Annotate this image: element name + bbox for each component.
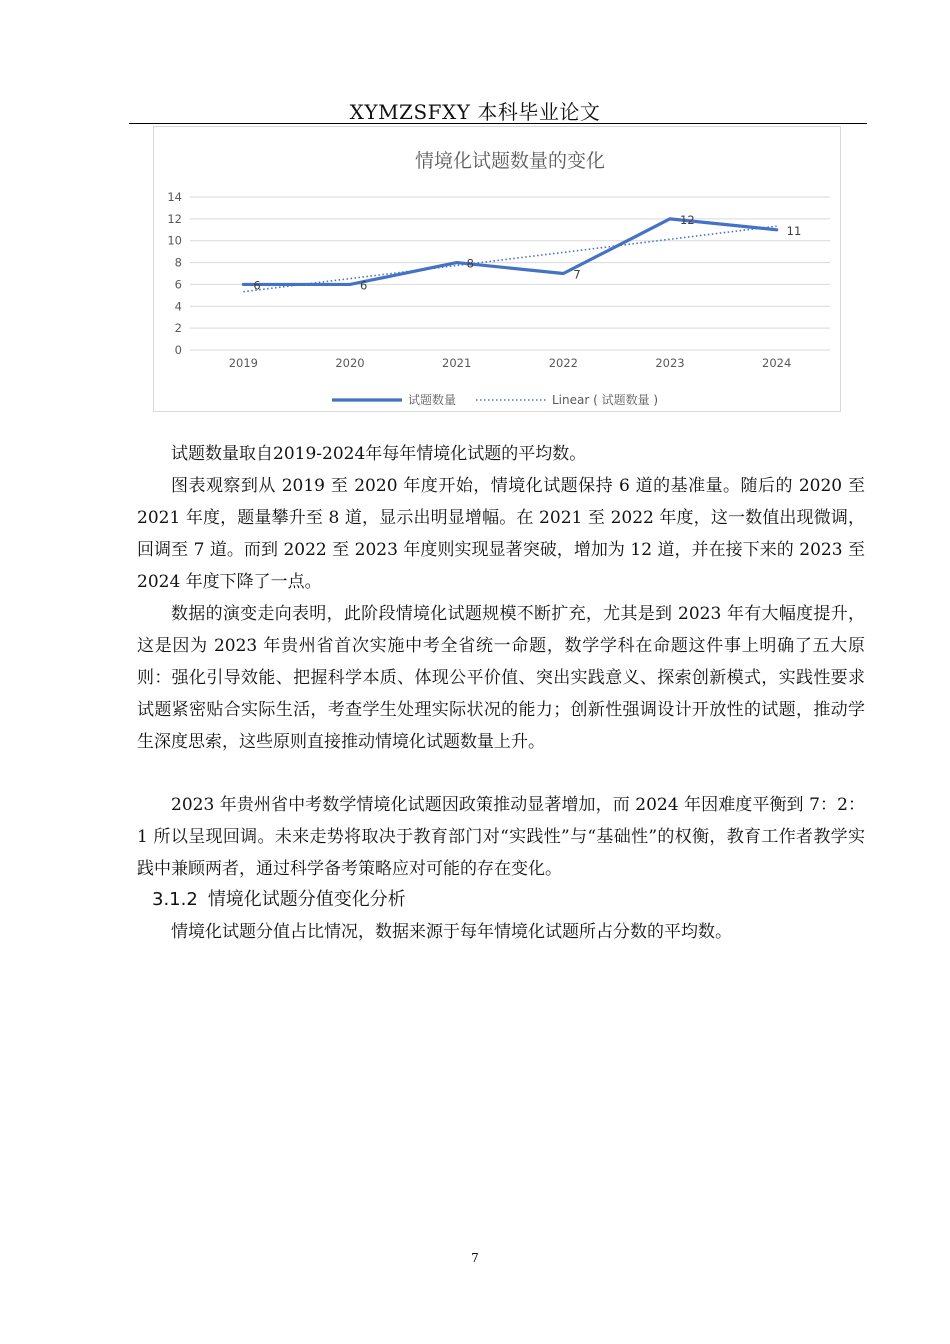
y-tick-label: 6 — [174, 277, 182, 292]
chart-title: 情境化试题数量的变化 — [414, 150, 606, 172]
data-label: 11 — [786, 223, 802, 238]
trendline — [243, 226, 776, 292]
data-point — [455, 261, 457, 263]
paragraph-source-text: 试题数量取自2019-2024年每年情境化试题的平均数。 — [171, 444, 587, 464]
paragraph-observation-text: 图表观察到从 2019 至 2020 年度开始，情境化试题保持 6 道的基准量。随后的 2020 至 2021 年度，题量攀升至 8 道，显示出明显增幅。在 2021 至 2022 年度，这一数值出现微调，回调至 7 道。而到 2022 至 2023 年度则实现显著突破，增加为 12 道，并在接下来的 2023 至 2024 年度下降了一点。 — [137, 476, 865, 592]
y-tick-label: 0 — [174, 343, 182, 357]
y-tick-label: 2 — [174, 321, 182, 336]
data-point — [669, 218, 671, 220]
data-label: 8 — [466, 256, 474, 271]
legend-series-label: 试题数量 — [408, 393, 457, 407]
data-point — [775, 229, 777, 231]
paragraph-source — [137, 438, 865, 470]
line-chart — [153, 126, 841, 412]
x-tick-label: 2024 — [762, 356, 792, 370]
page-header-title: XYMZSFXY 本科毕业论文 — [349, 100, 601, 124]
data-label: 6 — [253, 278, 261, 293]
data-point — [242, 283, 244, 285]
x-tick-label: 2023 — [655, 356, 685, 370]
x-tick-label: 2019 — [228, 356, 258, 370]
data-point — [562, 272, 564, 274]
x-tick-label: 2021 — [442, 356, 472, 370]
data-point — [349, 283, 351, 285]
data-label: 6 — [360, 278, 368, 293]
y-tick-label: 14 — [167, 190, 182, 204]
legend-trendline-label: Linear ( 试题数量 ) — [552, 393, 659, 407]
paragraph-score — [137, 916, 865, 948]
data-label: 7 — [573, 267, 581, 282]
x-tick-label: 2020 — [335, 356, 365, 370]
y-tick-label: 8 — [174, 255, 182, 270]
section-heading — [152, 885, 416, 911]
paragraph-future — [137, 789, 865, 885]
y-tick-label: 4 — [174, 299, 182, 314]
data-label: 12 — [680, 212, 695, 227]
paragraph-score-text: 情境化试题分值占比情况，数据来源于每年情境化试题所占分数的平均数。 — [171, 922, 732, 942]
header-rule — [129, 123, 867, 124]
paragraph-trend — [137, 598, 865, 758]
paragraph-observation — [137, 470, 865, 598]
section-number: 3.1.2 — [152, 889, 198, 910]
y-tick-label: 12 — [167, 211, 182, 226]
page-number: 7 — [471, 1251, 479, 1265]
x-tick-label: 2022 — [548, 356, 578, 370]
paragraph-future-text: 2023 年贵州省中考数学情境化试题因政策推动显著增加，而 2024 年因难度平衡到 7：2：1 所以呈现回调。未来走势将取决于教育部门对“实践性”与“基础性”的权衡，教育工作者教学实践中兼顾两者，通过科学备考策略应对可能的存在变化。 — [137, 795, 865, 879]
series-line — [243, 219, 776, 285]
y-tick-label: 10 — [167, 233, 182, 248]
paragraph-trend-text: 数据的演变走向表明，此阶段情境化试题规模不断扩充，尤其是到 2023 年有大幅度提升，这是因为 2023 年贵州省首次实施中考全省统一命题，数学学科在命题这件事上明确了五大原则：强化引导效能、把握科学本质、体现公平价值、突出实践意义、探索创新模式，实践性要求试题紧密贴合实际生活，考查学生处理实际状况的能力；创新性强调设计开放性的试题，推动学生深度思索，这些原则直接推动情境化试题数量上升。 — [137, 604, 865, 752]
chart-svg — [154, 127, 842, 413]
section-title: 情境化试题分值变化分析 — [207, 889, 406, 910]
